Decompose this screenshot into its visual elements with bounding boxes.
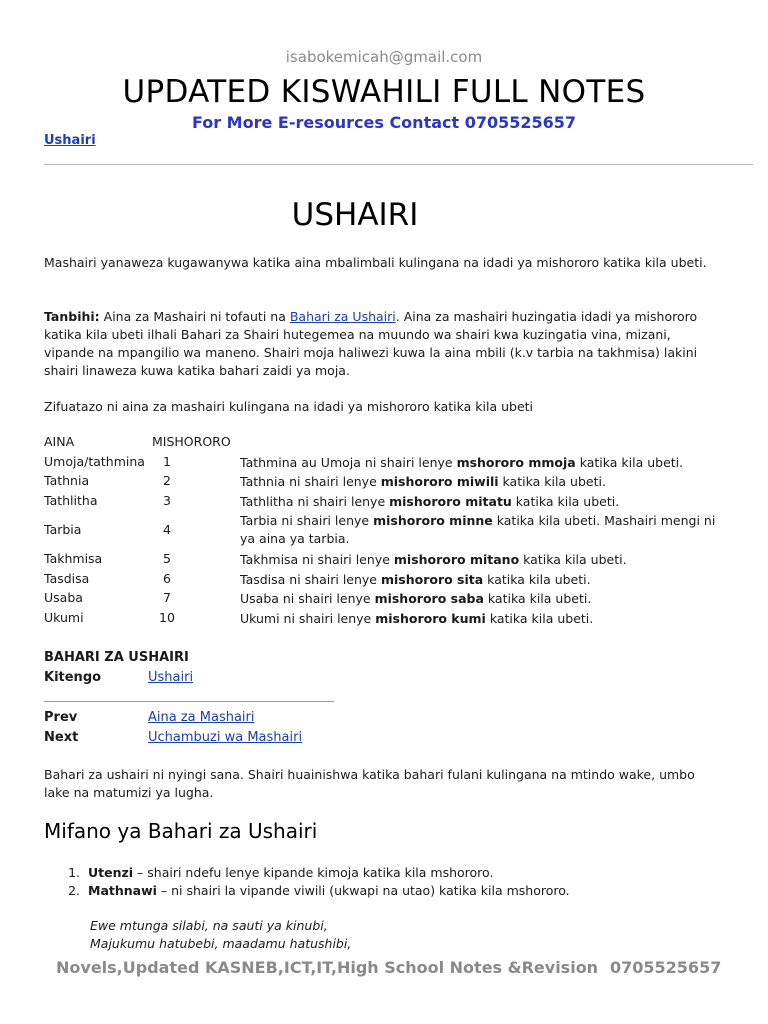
description-cell: Usaba ni shairi lenye mishororo saba katika kila ubeti. [240,591,592,606]
mishororo-cell: 2 [163,473,171,488]
mishororo-cell: 5 [163,551,171,566]
top-divider [44,164,753,165]
footer-text: Novels,Updated KASNEB,ICT,IT,High School Notes &Revision [56,958,599,977]
aina-cell: Ukumi [44,609,84,625]
header-email: isabokemicah@gmail.com [285,48,483,66]
description-cell: Takhmisa ni shairi lenye mishororo mitano katika kila ubeti. [240,552,627,567]
nav-divider [44,701,334,702]
list-desc: – shairi ndefu lenye kipande kimoja katika kila mshororo. [133,865,494,880]
tanbihi-paragraph [44,308,724,380]
tanbihi-label: Tanbihi: [44,309,100,324]
aina-cell: Tarbia [44,522,82,537]
description-cell: Tasdisa ni shairi lenye mishororo sita katika kila ubeti. [240,571,591,587]
col-header-mishororo: MISHORORO [152,434,231,449]
aina-cell: Umoja/tathmina [44,453,145,469]
breadcrumb-ushairi-link[interactable]: Ushairi [44,133,96,148]
description-cell: Ukumi ni shairi lenye mishororo kumi katika kila ubeti. [240,610,594,626]
mishororo-cell: 4 [163,522,171,537]
description-cell: Tathnia ni shairi lenye mishororo miwili katika kila ubeti. [240,474,606,489]
mishororo-cell: 10 [159,609,175,625]
next-label: Next [44,730,79,745]
aina-cell: Tathlitha [44,492,98,508]
mishororo-cell: 7 [163,590,171,605]
next-link[interactable]: Uchambuzi wa Mashairi [148,730,303,745]
bahari-section-label: BAHARI ZA USHAIRI [44,650,189,665]
verse-line: Majukumu hatubebi, maadamu hatushibi, [90,936,352,951]
section-heading-mifano: Mifano ya Bahari za Ushairi [44,819,318,843]
list-desc: – ni shairi la vipande viwili (ukwapi na utao) katika kila mshororo. [156,883,570,898]
mishororo-cell: 6 [163,570,171,586]
verse-line: Ewe mtunga silabi, na sauti ya kinubi, [90,918,328,933]
bahari-list [44,864,724,900]
prev-label: Prev [44,710,78,725]
page-heading: USHAIRI [291,197,419,233]
col-header-aina: AINA [44,434,75,449]
bahari-intro-paragraph: Bahari za ushairi ni nyingi sana. Shairi huainishwa katika bahari fulani kulingana na mtindo wake, umbo lake na matumizi ya lugha. [44,767,695,800]
verse-block [90,917,351,953]
list-item [44,864,724,882]
contact-line: For More E-resources Contact 0705525657 [191,113,577,132]
bahari-za-ushairi-link[interactable]: Bahari za Ushairi [289,309,396,324]
aina-cell: Tasdisa [44,570,90,586]
list-term: Mathnawi [88,883,157,898]
list-term: Utenzi [88,865,134,880]
kitengo-label: Kitengo [44,670,102,685]
aina-cell: Takhmisa [44,551,103,566]
description-cell: Tarbia ni shairi lenye mishororo minne katika kila ubeti. Mashairi mengi ni ya aina ya tarbia. [240,513,716,546]
footer-phone: 0705525657 [610,958,722,977]
mishororo-cell: 3 [163,492,171,508]
intro-paragraph: Mashairi yanaweza kugawanywa katika aina mbalimbali kulingana na idadi ya mishororo katika kila ubeti. [44,255,707,270]
aina-cell: Tathnia [44,473,90,488]
mishororo-cell: 1 [163,453,171,469]
tanbihi-text-end: . Aina za mashairi huzingatia idadi ya mishororo katika kila ubeti ilhali Bahari za Shairi hutegemea na muundo wa shairi kwa kuzingatia vina, mizani, vipande na mpangilio wa maneno. Shairi moja haliwezi kuwa la aina mbili (k.v tarbia na takhmisa) lakini shairi linaweza kuwa katika bahari zaidi ya moja. [44,309,698,378]
list-item [44,882,724,900]
tanbihi-text-start: Aina za Mashairi ni tofauti na [99,309,290,324]
prev-link[interactable]: Aina za Mashairi [148,710,255,725]
aina-cell: Usaba [44,590,83,605]
description-cell: Tathlitha ni shairi lenye mishororo mitatu katika kila ubeti. [240,493,620,509]
kitengo-ushairi-link[interactable]: Ushairi [148,670,194,685]
description-cell: Tathmina au Umoja ni shairi lenye mshororo mmoja katika kila ubeti. [240,454,684,470]
document-title: UPDATED KISWAHILI FULL NOTES [122,74,646,110]
list-number: 2. [68,883,80,898]
list-number: 1. [68,865,80,880]
table-intro: Zifuatazo ni aina za mashairi kulingana na idadi ya mishororo katika kila ubeti [44,399,534,414]
